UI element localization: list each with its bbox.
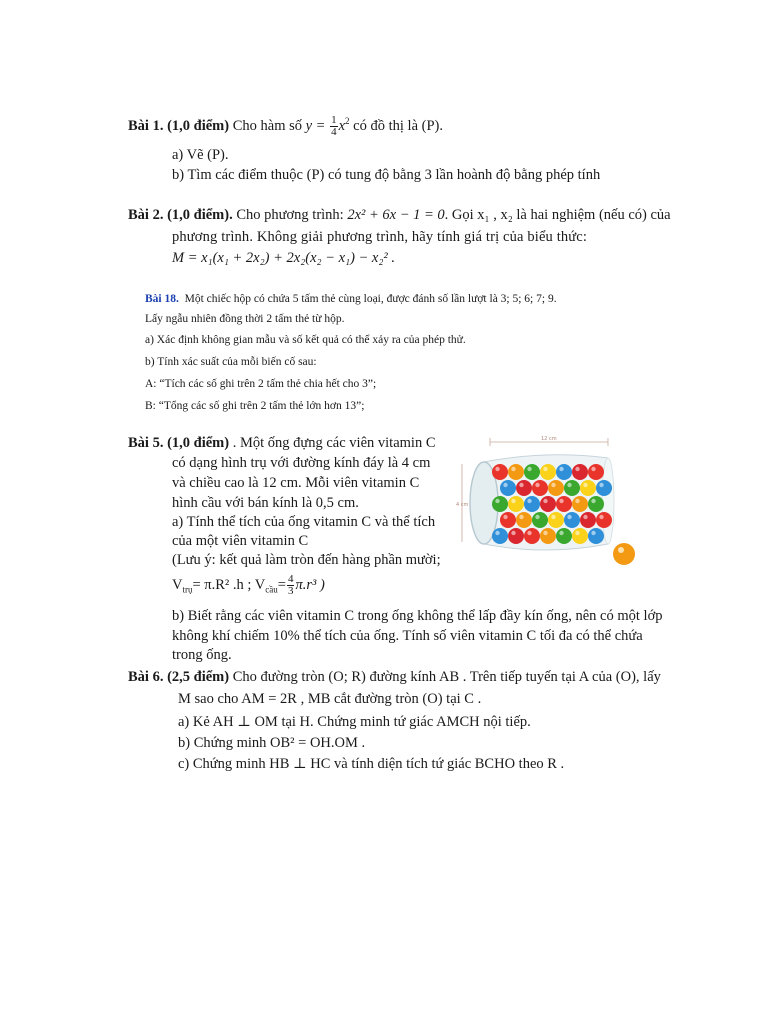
- bai18-part-a: a) Xác định không gian mẫu và số kết quả có thể xảy ra của phép thử.: [145, 334, 466, 346]
- vitamin-ball-highlight: [495, 499, 499, 503]
- bai5-fraction: $\frac{4}{3}$: [287, 573, 294, 597]
- vitamin-ball: [524, 496, 540, 512]
- vitamin-ball: [556, 464, 572, 480]
- bai5-line6: của một viên vitamin C: [172, 533, 309, 549]
- vitamin-ball-highlight: [519, 483, 523, 487]
- vitamin-ball: [500, 512, 516, 528]
- bai1-fraction: $\frac{1}{4}$: [331, 114, 337, 138]
- vitamin-ball: [508, 528, 524, 544]
- vitamin-ball: [572, 496, 588, 512]
- vitamin-jar-svg: [456, 432, 652, 578]
- bai5-title: Bài 5. (1,0 điểm): [128, 435, 230, 451]
- vitamin-ball: [596, 480, 612, 496]
- vitamin-ball: [572, 464, 588, 480]
- vitamin-ball: [540, 496, 556, 512]
- vitamin-ball-highlight: [591, 467, 595, 471]
- vitamin-ball-highlight: [527, 467, 531, 471]
- vitamin-ball-highlight: [575, 467, 579, 471]
- bai2-line2: phương trình. Không giải phương trình, hãy tính giá trị của biểu thức:: [172, 229, 588, 245]
- vitamin-ball: [548, 480, 564, 496]
- bai6-part-b: b) Chứng minh OB² = OH.OM .: [178, 735, 366, 751]
- vitamin-ball: [492, 496, 508, 512]
- vitamin-ball: [508, 496, 524, 512]
- bai5-part-b-line3: trong ống.: [172, 647, 232, 663]
- vitamin-ball-highlight: [495, 531, 499, 535]
- vitamin-ball-highlight: [575, 531, 579, 535]
- bai18-event-a: A: “Tích các số ghi trên 2 tấm thẻ chia hết cho 3”;: [145, 378, 377, 390]
- vitamin-ball: [540, 528, 556, 544]
- vitamin-ball: [516, 480, 532, 496]
- bai5-line4: hình cầu với bán kính là 0,5 cm.: [172, 495, 359, 511]
- vitamin-ball-highlight: [551, 515, 555, 519]
- bai5-formula: $V_{trụ}= \pi.R^2$ .h ; $V_{cầu}=$ $\frac{4}{3}$ π.r³ ): [172, 573, 325, 597]
- vitamin-ball: [532, 512, 548, 528]
- vitamin-ball-highlight: [543, 467, 547, 471]
- vitamin-ball: [508, 464, 524, 480]
- vitamin-ball: [556, 528, 572, 544]
- vitamin-ball: [556, 496, 572, 512]
- bai18-header: Bài 18. Một chiếc hộp có chứa 5 tấm thẻ cùng loại, được đánh số lần lượt là 3; 5; 6; 7; 9.: [145, 293, 557, 305]
- bai1-title: Bài 1. (1,0 điểm): [128, 117, 230, 134]
- vitamin-ball-highlight: [543, 499, 547, 503]
- diameter-label: 4 cm: [456, 502, 469, 508]
- vitamin-ball: [588, 464, 604, 480]
- vitamin-ball-highlight: [567, 483, 571, 487]
- vitamin-ball-highlight: [519, 515, 523, 519]
- vitamin-ball-highlight: [575, 499, 579, 503]
- vitamin-ball-highlight: [559, 499, 563, 503]
- bai1-part-b: b) Tìm các điểm thuộc (P) có tung độ bằng 3 lần hoành độ bằng phép tính: [172, 167, 601, 183]
- bai5-part-b-line1: b) Biết rằng các viên vitamin C trong ống không thể lấp đầy kín ống, nên có một lớp: [172, 608, 663, 624]
- vitamin-ball-highlight: [511, 499, 515, 503]
- vitamin-ball-highlight: [535, 515, 539, 519]
- bai18-title: Bài 18.: [145, 293, 179, 305]
- bai1-intro: Cho hàm số: [232, 117, 302, 134]
- vitamin-ball: [588, 528, 604, 544]
- bai18-part-b: b) Tính xác suất của mỗi biến cố sau:: [145, 356, 317, 368]
- bai2-header: Bài 2. (1,0 điểm). Cho phương trình: 2x² + 6x − 1 = 0. Gọi x₁ , x₂ là hai nghiệm (nếu có) của: [128, 207, 671, 223]
- vitamin-ball-highlight: [559, 467, 563, 471]
- vitamin-ball-highlight: [591, 531, 595, 535]
- vitamin-ball-highlight: [527, 531, 531, 535]
- vitamin-ball: [596, 512, 612, 528]
- vitamin-ball-highlight: [503, 483, 507, 487]
- vitamin-ball-highlight: [535, 483, 539, 487]
- vitamin-ball: [524, 464, 540, 480]
- vitamin-ball-highlight: [583, 483, 587, 487]
- vitamin-ball: [516, 512, 532, 528]
- vitamin-ball: [492, 464, 508, 480]
- vitamin-ball: [548, 512, 564, 528]
- vitamin-ball-highlight: [511, 531, 515, 535]
- bai5-line5: a) Tính thể tích của ống vitamin C và thể tích: [172, 514, 436, 530]
- vitamin-ball-highlight: [583, 515, 587, 519]
- vitamin-ball-highlight: [543, 531, 547, 535]
- bai1-func: y =: [305, 117, 326, 134]
- vitamin-ball: [564, 512, 580, 528]
- vitamin-ball-highlight: [559, 531, 563, 535]
- vitamin-ball-highlight: [551, 483, 555, 487]
- bai2-equation: 2x² + 6x − 1 = 0: [347, 207, 445, 223]
- vitamin-ball-highlight: [527, 499, 531, 503]
- vitamin-jar-illustration: [456, 432, 652, 578]
- vitamin-ball: [564, 480, 580, 496]
- vitamin-ball: [492, 528, 508, 544]
- vitamin-ball: [540, 464, 556, 480]
- bai5-line2: có dạng hình trụ với đường kính đáy là 4 cm: [172, 455, 431, 471]
- vitamin-ball-highlight: [599, 483, 603, 487]
- vitamin-ball-highlight: [511, 467, 515, 471]
- vitamin-ball: [532, 480, 548, 496]
- vitamin-ball-highlight: [567, 515, 571, 519]
- vitamin-ball: [588, 496, 604, 512]
- vitamin-ball-highlight: [599, 515, 603, 519]
- vitamin-balls: [492, 464, 612, 544]
- length-label: 12 cm: [541, 436, 557, 442]
- bai1-after: có đồ thị là (P).: [353, 117, 443, 134]
- vitamin-ball: [580, 512, 596, 528]
- bai6-header: Bài 6. (2,5 điểm) Cho đường tròn (O; R) đường kính AB . Trên tiếp tuyến tại A của (O), lấy: [128, 669, 661, 685]
- vitamin-ball-highlight: [503, 515, 507, 519]
- vitamin-ball: [524, 528, 540, 544]
- bai6-line2: M sao cho AM = 2R , MB cắt đường tròn (O) tại C .: [178, 691, 482, 707]
- vitamin-ball-highlight: [591, 499, 595, 503]
- bai2-title: Bài 2. (1,0 điểm).: [128, 207, 233, 223]
- bai5-header: Bài 5. (1,0 điểm) . Một ống đựng các viên vitamin C: [128, 435, 436, 451]
- vitamin-ball: [580, 480, 596, 496]
- bai5-part-b-line2: không khí chiếm 10% thể tích của ống. Tính số viên vitamin C tối đa có thể chứa: [172, 628, 643, 644]
- bai6-title: Bài 6. (2,5 điểm): [128, 669, 230, 685]
- bai2-expression: M = x₁(x₁ + 2x₂) + 2x₂(x₂ − x₁) − x₂² .: [172, 250, 396, 266]
- bai6-part-c: c) Chứng minh HB ⊥ HC và tính diện tích tứ giác BCHO theo R .: [178, 756, 565, 772]
- bai6-part-a: a) Kẻ AH ⊥ OM tại H. Chứng minh tứ giác AMCH nội tiếp.: [178, 714, 531, 730]
- bai18-event-b: B: “Tổng các số ghi trên 2 tấm thẻ lớn hơn 13”;: [145, 400, 365, 412]
- vitamin-ball: [572, 528, 588, 544]
- bai1-part-a: a) Vẽ (P).: [172, 147, 229, 163]
- bai18-line2: Lấy ngẫu nhiên đồng thời 2 tấm thẻ từ hộp.: [145, 313, 345, 325]
- vitamin-ball-highlight: [495, 467, 499, 471]
- bai5-line3: và chiều cao là 12 cm. Mỗi viên vitamin C: [172, 475, 420, 491]
- bai1-header: Bài 1. (1,0 điểm) Cho hàm số y = $\frac{1}{4}$ $x^2$ có đồ thị là (P).: [128, 114, 443, 138]
- bai5-line7: (Lưu ý: kết quả làm tròn đến hàng phần mười;: [172, 552, 441, 568]
- vitamin-ball: [500, 480, 516, 496]
